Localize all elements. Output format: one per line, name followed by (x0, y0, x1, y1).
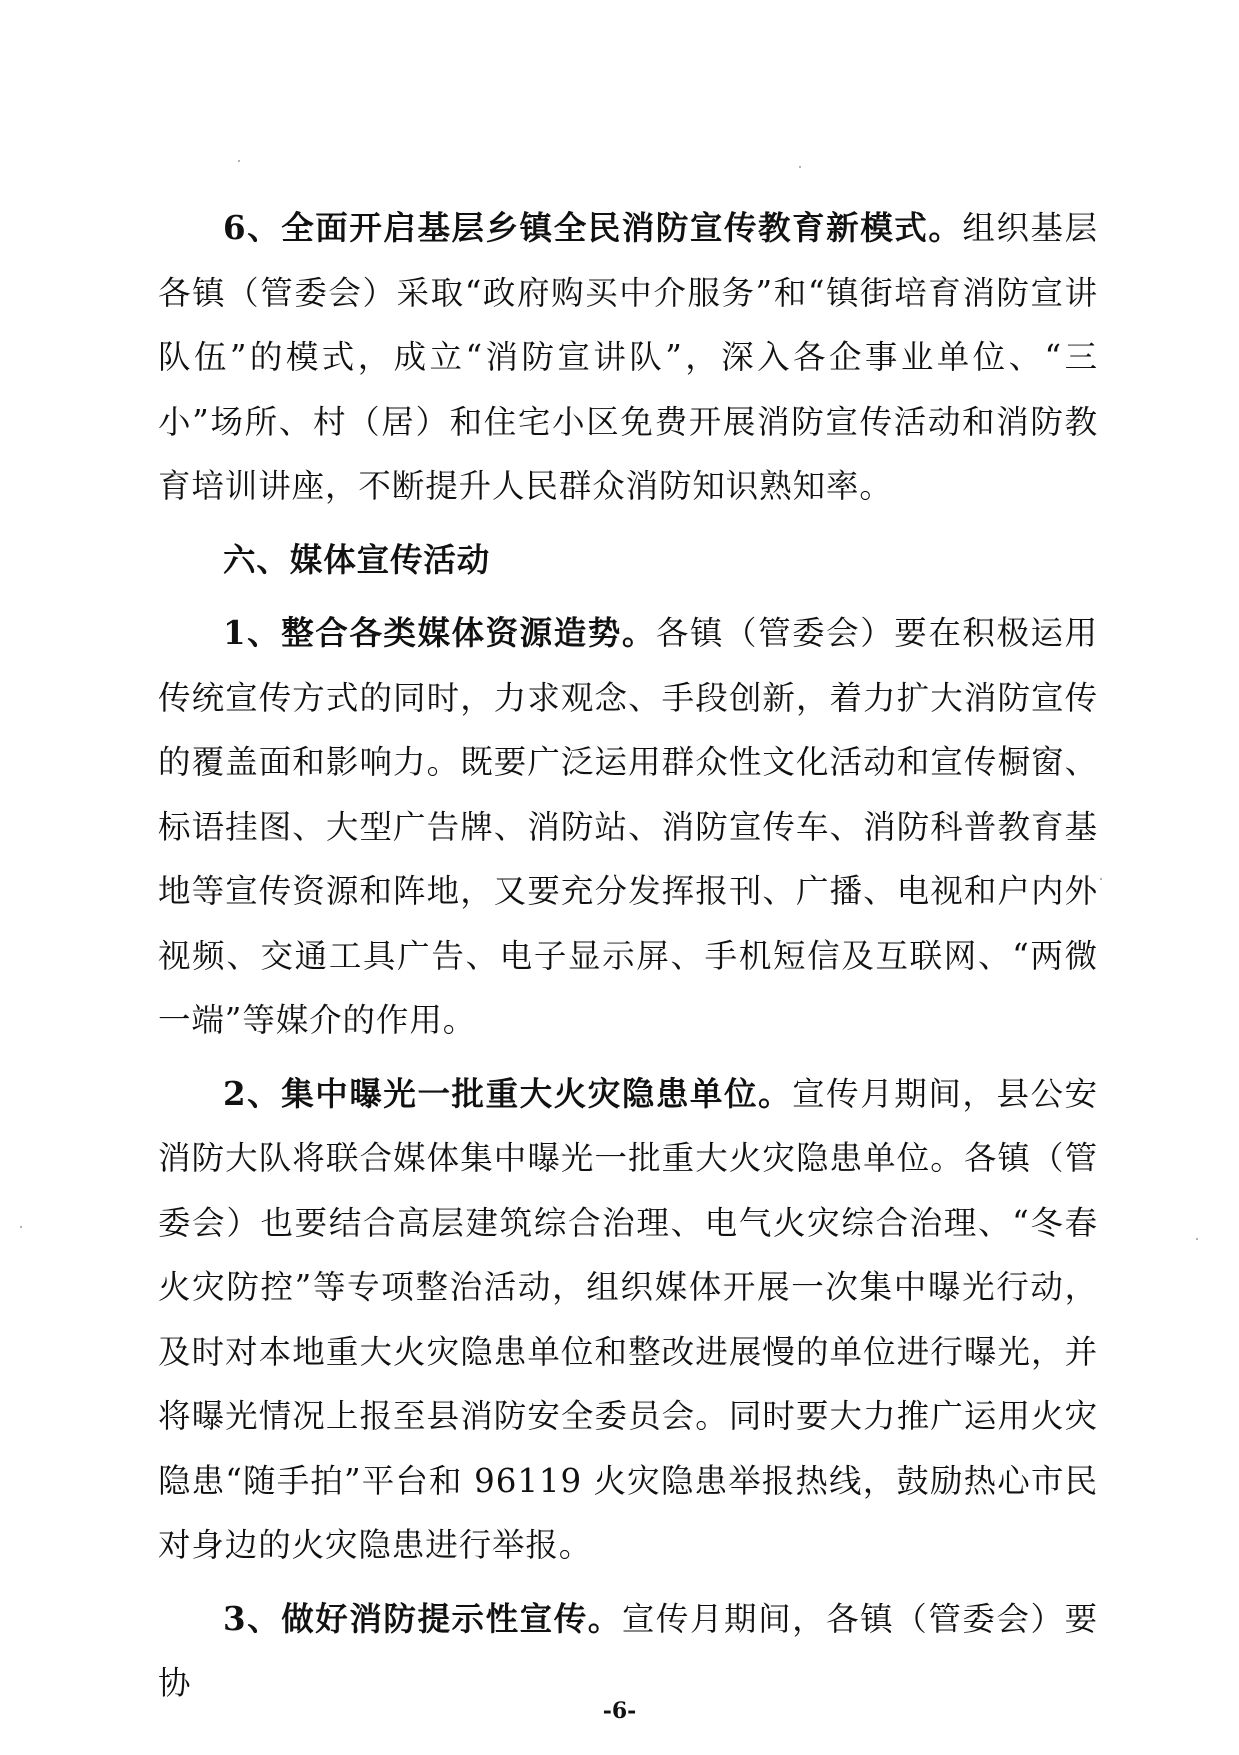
paragraph-text: 各镇（管委会）要在积极运用传统宣传方式的同时，力求观念、手段创新，着力扩大消防宣传的覆盖面和影响力。既要广泛运用群众性文化活动和宣传橱窗、标语挂图、大型广告牌、消防站、消防宣传车、消防科普教育基地等宣传资源和阵地，又要充分发挥报刊、广播、电视和户内外视频、交通工具广告、电子显示屏、手机短信及互联网、“两微一端”等媒介的作用。 (158, 614, 1098, 1039)
paragraph-text: 组织基层各镇（管委会）采取“政府购买中介服务”和“镇街培育消防宣讲队伍”的模式，成立“消防宣讲队”，深入各企事业单位、“三小”场所、村（居）和住宅小区免费开展消防宣传活动和消防教育培训讲座，不断提升人民群众消防知识熟知率。 (158, 209, 1098, 505)
paragraph-lead: 1、整合各类媒体资源造势。 (223, 613, 656, 652)
page-number: -6- (602, 1698, 637, 1724)
paragraph-lead: 6、全面开启基层乡镇全民消防宣传教育新模式。 (223, 208, 963, 247)
scan-speck (799, 166, 801, 168)
scan-speck (20, 1226, 22, 1228)
scan-speck (1196, 1238, 1198, 1240)
paragraph-lead: 3、做好消防提示性宣传。 (223, 1598, 622, 1638)
scan-speck (1100, 878, 1102, 880)
scan-speck (238, 160, 240, 162)
paragraph-lead: 2、集中曝光一批重大火灾隐患单位。 (223, 1073, 793, 1113)
section-heading-media: 六、媒体宣传活动 (223, 539, 491, 579)
paragraph-item-1 (158, 601, 1098, 1053)
paragraph-text: 宣传月期间，县公安消防大队将联合媒体集中曝光一批重大火灾隐患单位。各镇（管委会）也要结合高层建筑综合治理、电气火灾综合治理、“冬春火灾防控”等专项整治活动，组织媒体开展一次集中曝光行动，及时对本地重大火灾隐患单位和整改进展慢的单位进行曝光，并将曝光情况上报至县消防安全委员会。同时要大力推广运用火灾隐患“随手拍”平台和 96119 火灾隐患举报热线，鼓励热心市民对身边的火灾隐患进行举报。 (158, 1074, 1098, 1564)
document-body (158, 196, 1098, 1716)
paragraph-item-2 (158, 1062, 1098, 1578)
paragraph-item-6 (158, 196, 1098, 519)
paragraph-item-3 (158, 1587, 1098, 1716)
paragraph-text: 宣传月期间，各镇（管委会）要协 (158, 1599, 1098, 1702)
